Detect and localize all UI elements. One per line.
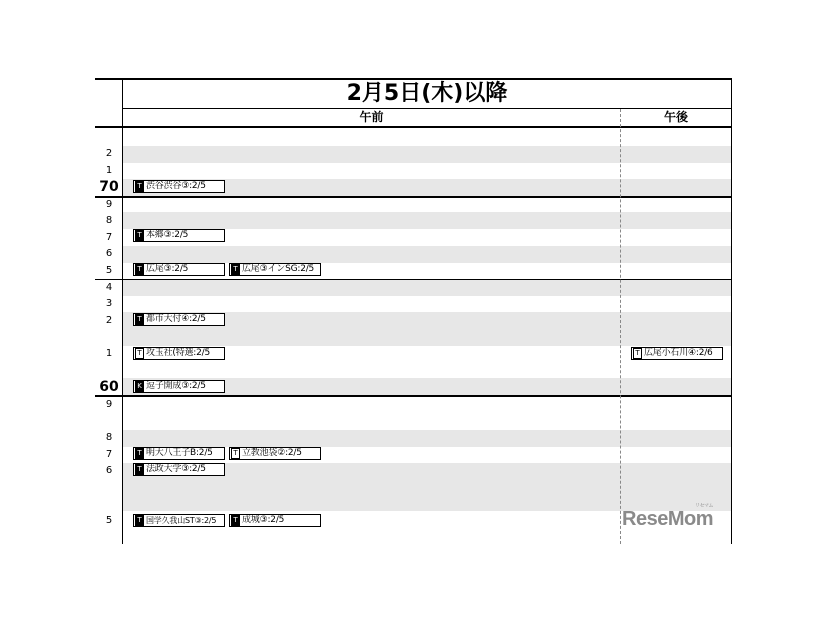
school-entry xyxy=(133,347,225,360)
row-label: 5 xyxy=(105,515,113,526)
school-exam-label: 本郷③:2/5 xyxy=(146,230,189,240)
row-label: 3 xyxy=(105,298,113,309)
exam-type-tag: K xyxy=(135,381,144,392)
row-label: 9 xyxy=(105,199,113,210)
exam-type-tag: T xyxy=(231,515,240,526)
group-divider xyxy=(95,196,732,198)
school-entry xyxy=(229,447,321,460)
row-band xyxy=(123,430,732,447)
exam-type-tag: T xyxy=(135,448,144,459)
school-exam-label: 広尾小石川④:2/6 xyxy=(644,348,713,358)
row-label: 8 xyxy=(105,432,113,443)
row-label: 1 xyxy=(105,165,113,176)
row-band xyxy=(123,246,732,263)
watermark-text: ReseMom xyxy=(622,508,713,530)
row-label: 70 xyxy=(99,179,119,195)
school-entry xyxy=(133,180,225,193)
column-header-pm: 午後 xyxy=(663,110,688,124)
exam-type-tag: T xyxy=(135,314,144,325)
school-entry xyxy=(229,514,321,527)
row-band xyxy=(123,146,732,163)
exam-type-tag: T xyxy=(135,264,144,275)
school-entry xyxy=(133,447,225,460)
school-entry xyxy=(133,514,225,527)
row-label: 5 xyxy=(105,265,113,276)
school-entry xyxy=(133,229,225,242)
exam-type-tag: T xyxy=(633,348,642,359)
school-exam-label: 逗子開成③:2/5 xyxy=(146,381,206,391)
row-label: 8 xyxy=(105,215,113,226)
school-entry xyxy=(631,347,723,360)
exam-type-tag: T xyxy=(135,464,144,475)
school-entry xyxy=(133,380,225,393)
school-exam-label: 渋谷渋谷③:2/5 xyxy=(146,181,206,191)
exam-type-tag: T xyxy=(135,181,144,192)
school-exam-label: 広尾③インSG:2/5 xyxy=(242,264,315,274)
row-label: 2 xyxy=(105,315,113,326)
school-exam-label: 国学久我山ST③:2/5 xyxy=(146,516,217,525)
row-label: 2 xyxy=(105,148,113,159)
am-pm-divider xyxy=(620,109,621,544)
school-entry xyxy=(133,263,225,276)
column-header-am: 午前 xyxy=(359,110,384,124)
row-label: 6 xyxy=(105,465,113,476)
group-divider xyxy=(95,395,732,397)
school-entry xyxy=(229,263,321,276)
row-label: 1 xyxy=(105,348,113,359)
row-label: 60 xyxy=(99,379,119,395)
school-exam-label: 広尾③:2/5 xyxy=(146,264,189,274)
school-exam-label: 都市大付④:2/5 xyxy=(146,314,206,324)
right-border xyxy=(731,78,732,544)
row-band xyxy=(123,212,732,229)
school-exam-label: 明大八王子B:2/5 xyxy=(146,448,213,458)
resemom-watermark xyxy=(622,503,713,531)
school-entry xyxy=(133,313,225,326)
group-divider xyxy=(95,279,732,280)
page-title: 2月5日(木)以降 xyxy=(346,81,508,106)
row-label: 6 xyxy=(105,248,113,259)
school-entry xyxy=(133,463,225,476)
exam-type-tag: T xyxy=(231,448,240,459)
column-header-bottom-border xyxy=(95,126,732,128)
exam-type-tag: T xyxy=(135,515,144,526)
school-exam-label: 法政大学③:2/5 xyxy=(146,464,206,474)
row-label: 9 xyxy=(105,399,113,410)
school-exam-label: 成城③:2/5 xyxy=(242,515,285,525)
exam-type-tag: T xyxy=(135,230,144,241)
school-exam-label: 立教池袋②:2/5 xyxy=(242,448,302,458)
row-band xyxy=(123,279,732,296)
exam-type-tag: T xyxy=(231,264,240,275)
school-exam-label: 攻玉社(特選:2/5 xyxy=(146,348,211,358)
row-label: 4 xyxy=(105,282,113,293)
row-label: 7 xyxy=(105,449,113,460)
exam-type-tag: T xyxy=(135,348,144,359)
row-label: 7 xyxy=(105,232,113,243)
watermark-ruby: リセマム xyxy=(695,503,713,509)
